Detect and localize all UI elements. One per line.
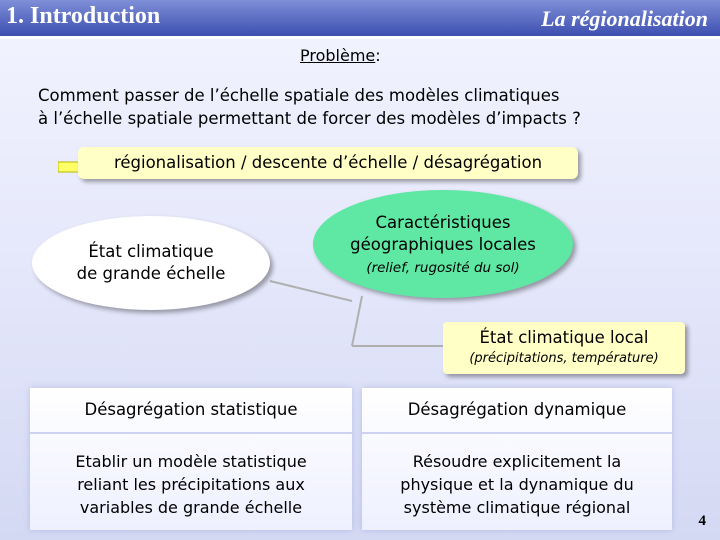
problem-question bbox=[38, 84, 581, 130]
section-title: 1. Introduction bbox=[6, 3, 161, 29]
problem-colon: : bbox=[375, 46, 381, 65]
topic-title: La régionalisation bbox=[541, 6, 708, 31]
local-climate-subtitle: (précipitations, température) bbox=[469, 351, 659, 366]
large-scale-state-ellipse bbox=[32, 216, 270, 310]
statistical-title: Désagrégation statistique bbox=[30, 388, 352, 434]
problem-label: Problème bbox=[300, 46, 376, 65]
large-scale-line-2: de grande échelle bbox=[76, 264, 226, 283]
connector-geo bbox=[352, 296, 362, 346]
geo-subtitle: (relief, rugosité du sol) bbox=[366, 260, 520, 276]
geo-line-2: géographiques locales bbox=[350, 235, 536, 254]
header-divider bbox=[0, 36, 720, 39]
dynamical-line-3: système climatique régional bbox=[403, 498, 631, 517]
dynamical-line-1: Résoudre explicitement la bbox=[412, 452, 622, 471]
local-geography-ellipse bbox=[313, 190, 573, 298]
geo-line-1: Caractéristiques bbox=[375, 213, 511, 232]
dynamical-description bbox=[362, 434, 672, 519]
statistical-line-3: variables de grande échelle bbox=[79, 498, 303, 517]
problem-heading bbox=[300, 46, 381, 65]
dynamical-downscaling-panel bbox=[362, 388, 672, 530]
keywords-box: régionalisation / descente d’échelle / désagrégation bbox=[78, 147, 578, 179]
local-climate-box bbox=[443, 322, 685, 374]
page-number: 4 bbox=[698, 513, 706, 529]
question-line-2: à l’échelle spatiale permettant de forcer des modèles d’impacts ? bbox=[38, 109, 581, 128]
statistical-description bbox=[30, 434, 352, 519]
large-scale-line-1: État climatique bbox=[88, 242, 214, 261]
statistical-downscaling-panel bbox=[30, 388, 352, 530]
statistical-line-1: Etablir un modèle statistique bbox=[75, 452, 307, 471]
dynamical-line-2: physique et la dynamique du bbox=[400, 475, 634, 494]
connector-large-scale bbox=[270, 281, 352, 301]
dynamical-title: Désagrégation dynamique bbox=[362, 388, 672, 434]
statistical-line-2: reliant les précipitations aux bbox=[77, 475, 305, 494]
question-line-1: Comment passer de l’échelle spatiale des modèles climatiques bbox=[38, 86, 560, 105]
local-climate-title: État climatique local bbox=[479, 328, 649, 347]
